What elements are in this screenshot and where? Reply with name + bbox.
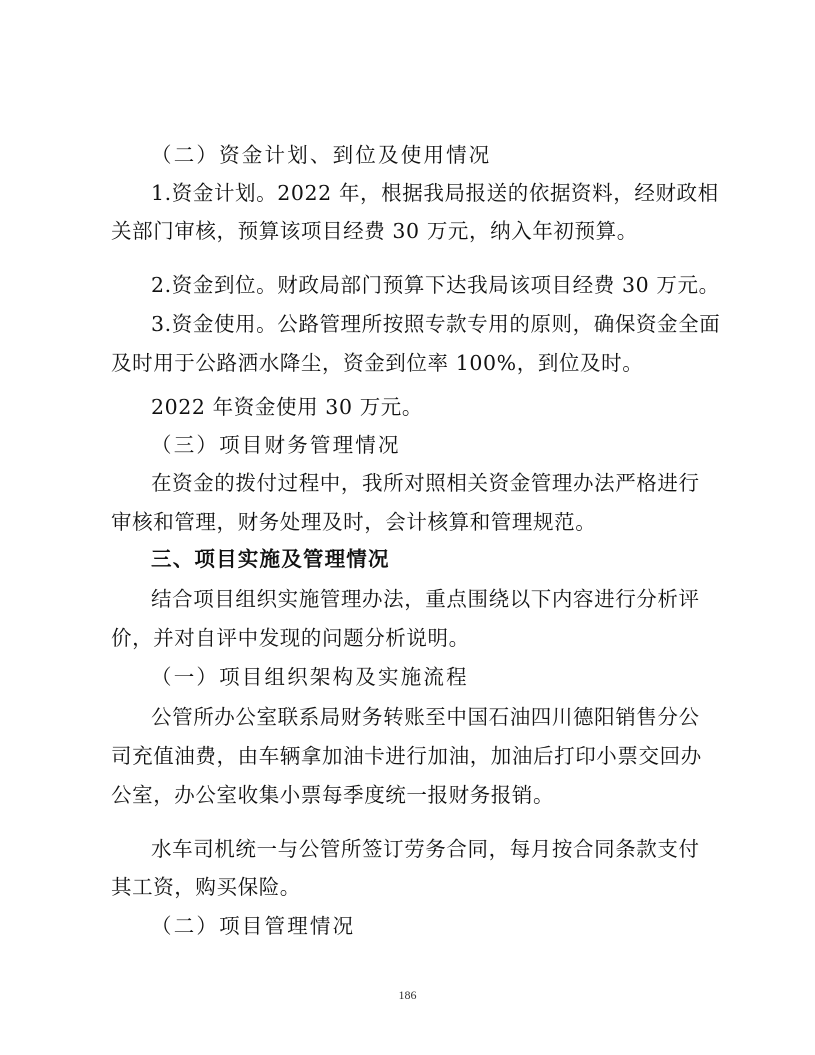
paragraph-funds-used-2022: 2022 年资金使用 30 万元。 xyxy=(151,395,424,419)
paragraph-drivers-line-1: 水车司机统一与公管所签订劳务合同，每月按合同条款支付 xyxy=(151,837,700,861)
subheading-financial-management: （三）项目财务管理情况 xyxy=(151,433,401,457)
paragraph-implementation-line-1: 结合项目组织实施管理办法，重点围绕以下内容进行分析评 xyxy=(151,587,700,611)
subheading-funds-plan: （二）资金计划、到位及使用情况 xyxy=(151,143,492,167)
paragraph-funds-plan-line-2: 关部门审核，预算该项目经费 30 万元，纳入年初预算。 xyxy=(111,219,638,243)
paragraph-implementation-line-2: 价，并对自评中发现的问题分析说明。 xyxy=(111,626,470,650)
paragraph-funds-arrival: 2.资金到位。财政局部门预算下达我局该项目经费 30 万元。 xyxy=(151,273,720,297)
paragraph-organization-line-1: 公管所办公室联系局财务转账至中国石油四川德阳销售分公 xyxy=(151,705,700,729)
paragraph-organization-line-2: 司充值油费，由车辆拿加油卡进行加油，加油后打印小票交回办 xyxy=(111,744,702,768)
page-number: 186 xyxy=(398,988,417,1002)
subheading-organization-process: （一）项目组织架构及实施流程 xyxy=(151,665,469,689)
paragraph-financial-management-line-1: 在资金的拨付过程中，我所对照相关资金管理办法严格进行 xyxy=(151,471,700,495)
heading-implementation-management: 三、项目实施及管理情况 xyxy=(151,547,390,571)
paragraph-funds-use-line-2: 及时用于公路洒水降尘，资金到位率 100%，到位及时。 xyxy=(111,351,644,375)
paragraph-organization-line-3: 公室，办公室收集小票每季度统一报财务报销。 xyxy=(111,783,555,807)
paragraph-drivers-line-2: 其工资，购买保险。 xyxy=(111,875,301,899)
subheading-project-management: （二）项目管理情况 xyxy=(151,914,356,938)
paragraph-funds-plan-line-1: 1.资金计划。2022 年，根据我局报送的依据资料，经财政相 xyxy=(151,181,719,205)
paragraph-financial-management-line-2: 审核和管理，财务处理及时，会计核算和管理规范。 xyxy=(111,510,597,534)
paragraph-funds-use-line-1: 3.资金使用。公路管理所按照专款专用的原则，确保资金全面 xyxy=(151,312,721,336)
